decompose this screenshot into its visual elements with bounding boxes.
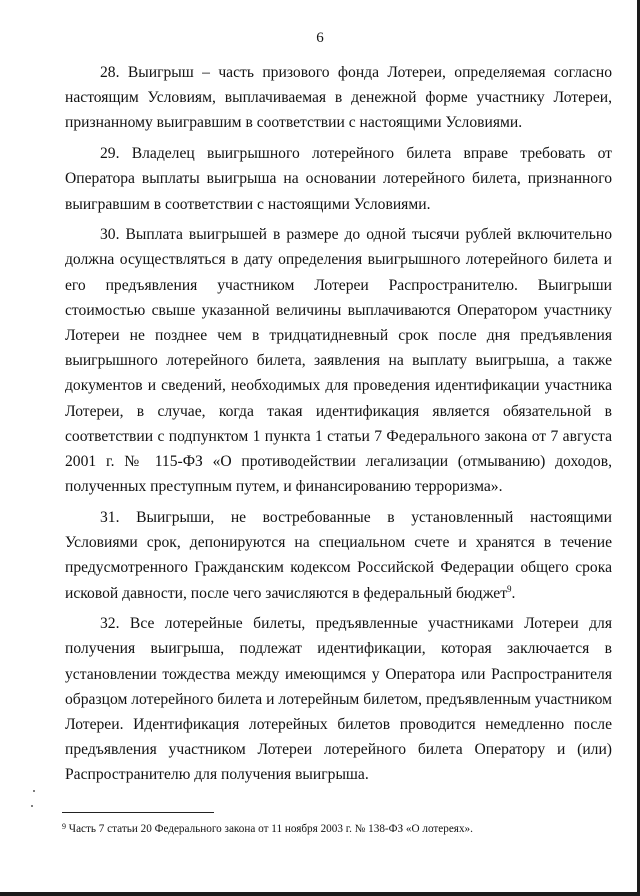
footnote-divider — [62, 812, 214, 813]
paragraph-30: 30. Выплата выигрышей в размере до одной тысячи рублей включительно должна осуществляться в дату определения выигрышного лотерейного билета и его предъявления участником Лотереи Распространителю. Выигрыши стоимостью свыше указанной величины выплачиваются Оператором участнику Лотереи не позднее чем в тридцатидневный срок после дня предъявления выигрышного лотерейного билета, заявления на выплату выигрыша, а также документов и сведений, необходимых для проведения идентификации участника Лотереи, в случае, когда такая идентификация является обязательной в соответствии с подпунктом 1 пункта 1 статьи 7 Федерального закона от 7 августа 2001 г. № 115-ФЗ «О противодействии легализации (отмыванию) доходов, полученных преступным путем, и финансированию терроризма». — [65, 226, 612, 496]
footnote — [62, 820, 602, 836]
paragraph-31-text: 31. Выигрыши, не востребованные в установленный настоящими Условиями срок, депонируются на специальном счете и хранятся в течение предусмотренного Гражданским кодексом Российской Федерации общего срока исковой давности, после чего зачисляются в федеральный бюджет — [65, 508, 612, 602]
paragraph-32: 32. Все лотерейные билеты, предъявленные участниками Лотереи для получения выигрыша, подлежат идентификации, которая заключается в установлении тождества между имеющимся у Оператора или Распространителя образцом лотерейного билета и лотерейным билетом, предъявленным участником Лотереи. Идентификация лотерейных билетов проводится немедленно после предъявления участником Лотереи лотерейного билета Оператору и (или) Распространителю для получения выигрыша. — [65, 615, 612, 784]
paragraph-31 — [65, 505, 612, 606]
paragraph-29: 29. Владелец выигрышного лотерейного билета вправе требовать от Оператора выплаты выигрыша на основании лотерейного билета, признанного выигравшим в соответствии с настоящими Условиями. — [65, 145, 612, 213]
page-number: 6 — [316, 30, 324, 46]
footnote-mark: 9 — [62, 822, 66, 831]
scan-edge-bottom — [0, 892, 640, 896]
document-body — [65, 60, 612, 793]
paragraph-28: 28. Выигрыш – часть призового фонда Лотереи, определяемая согласно настоящим Условиям, выплачиваемая в денежной форме участнику Лотереи, признанному выигравшим в соответствии с настоящими Условиями. — [65, 64, 612, 132]
footnote-text: Часть 7 статьи 20 Федерального закона от 11 ноября 2003 г. № 138-ФЗ «О лотереях». — [66, 823, 473, 835]
scan-speck — [31, 805, 33, 807]
scan-speck — [33, 790, 35, 792]
paragraph-31-tail: . — [511, 584, 516, 602]
footnote-reference: 9 — [507, 583, 512, 594]
